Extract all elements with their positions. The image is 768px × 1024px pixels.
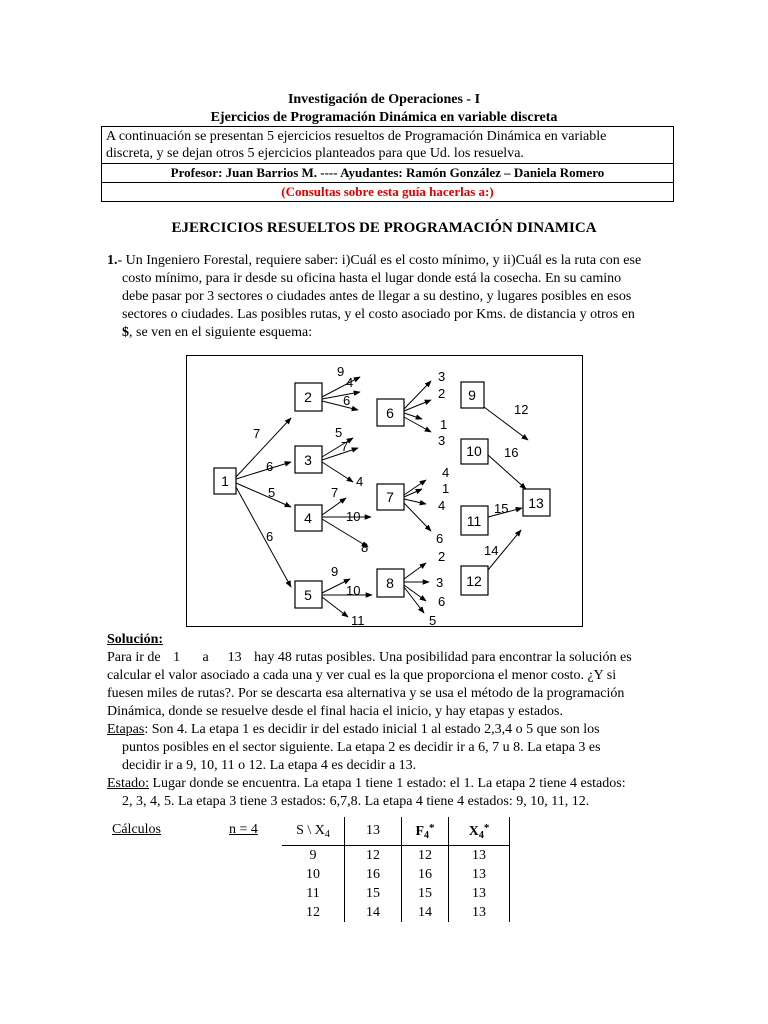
- node-label-2: 2: [304, 389, 312, 405]
- node-label-13: 13: [528, 495, 544, 511]
- cell: 16: [418, 866, 432, 882]
- node-label-1: 1: [221, 473, 229, 489]
- table-row: [282, 903, 510, 922]
- cell: 13: [449, 884, 510, 903]
- edge-label: 14: [484, 543, 499, 558]
- problem-1-line-2: costo mínimo, para ir desde su oficina hasta el lugar donde está la cosecha. En su camino: [122, 271, 622, 286]
- edge-label: 8: [361, 540, 369, 555]
- cell: 9: [282, 846, 345, 866]
- text-segment: Para ir de: [107, 650, 161, 665]
- solution-line-4: Dinámica, donde se resuelve desde el final hacia el inicio, y hay etapas y estados.: [107, 704, 563, 719]
- problem-number: 1.: [107, 253, 118, 268]
- solution-line-2: calcular el valor asociado a cada una y ver cual es la que proporciona el menor costo. ¿Y si: [107, 668, 617, 683]
- node-label-3: 3: [304, 452, 312, 468]
- edge-label: 6: [343, 393, 351, 408]
- edge-label: 12: [514, 402, 529, 417]
- destination-node: 13: [227, 650, 242, 665]
- edge-label: 10: [346, 583, 361, 598]
- header-13: 13: [345, 817, 402, 846]
- edge-label: 9: [331, 564, 339, 579]
- edge-label: 5: [429, 613, 437, 627]
- edge-label: 16: [504, 445, 519, 460]
- text-segment: hay 48 rutas posibles. Una posibilidad para encontrar la solución es: [254, 650, 632, 665]
- document-title: Investigación de Operaciones - I: [287, 92, 481, 107]
- table-row: [282, 846, 510, 866]
- currency-symbol: $: [122, 325, 129, 340]
- problem-1-line-1: [107, 252, 694, 270]
- edge-label: 6: [436, 531, 444, 546]
- intro-line-1: A continuación se presentan 5 ejercicios resueltos de Programación Dinámica en variable: [106, 129, 607, 144]
- edge-label: 4: [346, 375, 354, 390]
- cell: 13: [449, 846, 510, 866]
- edge-label: 7: [341, 439, 349, 454]
- edge-label: 5: [335, 425, 343, 440]
- estado-line-2: 2, 3, 4, 5. La etapa 3 tiene 3 estados: 6,7,8. La etapa 4 tiene 4 estados: 9, 10, 11, 12.: [122, 794, 590, 809]
- edge-label: 10: [346, 509, 361, 524]
- problem-1-line-3: debe pasar por 3 sectores o ciudades antes de llegar a su destino, y lugares posibles en esos: [122, 289, 632, 304]
- edge-label: 11: [351, 613, 365, 627]
- node-label-10: 10: [466, 443, 482, 459]
- etapas-line-2: puntos posibles en el sector siguiente. La etapa 2 es decidir ir a 6, 7 u 8. La etapa 3 es: [122, 740, 601, 755]
- node-label-12: 12: [466, 573, 482, 589]
- calculos-label: Cálculos: [112, 822, 161, 837]
- edge-label: 4: [438, 498, 446, 513]
- header-f4: $F_4^*$: [402, 817, 449, 846]
- estado-line-1: [107, 775, 697, 793]
- cell: 11: [282, 884, 345, 903]
- cell: 12: [345, 846, 402, 866]
- origin-node: 1: [173, 650, 181, 665]
- node-label-6: 6: [386, 405, 394, 421]
- solution-line-3: fuesen miles de rutas?. Por se descarta esa alternativa y se usa el método de la programación: [107, 686, 625, 701]
- edge-label: 6: [438, 594, 446, 609]
- edge-label: 9: [337, 364, 345, 379]
- edge-label: 7: [331, 485, 339, 500]
- edge-label: 6: [266, 529, 274, 544]
- intro-line-2: discreta, y se dejan otros 5 ejercicios planteados para que Ud. los resuelva.: [106, 146, 524, 161]
- edge-label: 15: [494, 501, 509, 516]
- header-state: S \ $X_4$: [282, 817, 345, 846]
- problem-text-end: , se ven en el siguiente esquema:: [129, 325, 313, 340]
- network-diagram: [186, 355, 583, 627]
- problem-text: - Un Ingeniero Forestal, requiere saber: i)Cuál es el costo mínimo, y ii)Cuál es la ruta con ese: [117, 253, 642, 268]
- cell: 13: [449, 865, 510, 884]
- cell: 12: [282, 903, 345, 922]
- estado-text: Lugar donde se encuentra. La etapa 1 tiene 1 estado: el 1. La etapa 2 tiene 4 estados:: [149, 776, 626, 791]
- edge-label: 3: [438, 433, 446, 448]
- stage-n-label: n = 4: [229, 822, 258, 837]
- edge-label: 5: [268, 485, 276, 500]
- text-segment: a: [202, 650, 209, 665]
- node-label-4: 4: [304, 510, 312, 526]
- edge-label: 7: [253, 426, 261, 441]
- cell: 10: [282, 865, 345, 884]
- professor-line: Profesor: Juan Barrios M. ---- Ayudantes: Ramón González – Daniela Romero: [102, 164, 673, 183]
- node-label-11: 11: [466, 513, 482, 529]
- edge-label: 4: [442, 465, 450, 480]
- section-heading: EJERCICIOS RESUELTOS DE PROGRAMACIÓN DINAMICA: [171, 220, 597, 236]
- etapas-label: Etapas: [107, 722, 145, 737]
- cell: 14: [418, 904, 432, 920]
- edge-label: 2: [438, 549, 446, 564]
- table-header-row: [282, 817, 510, 846]
- node-label-7: 7: [386, 489, 394, 505]
- edge-label: 1: [442, 481, 450, 496]
- solution-line-1: [107, 649, 697, 667]
- cell: 15: [418, 885, 432, 901]
- edge-label: 4: [356, 474, 364, 489]
- etapas-text: : Son 4. La etapa 1 es decidir ir del estado inicial 1 al estado 2,3,4 o 5 que son los: [144, 722, 600, 737]
- document-subtitle: Ejercicios de Programación Dinámica en variable discreta: [210, 110, 558, 125]
- cell: 16: [345, 865, 402, 884]
- edge-label: 1: [440, 417, 448, 432]
- cell: 14: [345, 903, 402, 922]
- cell: 13: [449, 903, 510, 922]
- problem-1-line-4: sectores o ciudades. Las posibles rutas, y el costo asociado por Kms. de distancia y otros en: [122, 307, 635, 322]
- table-row: [282, 884, 510, 903]
- intro-text: [102, 127, 673, 164]
- stage-4-table: [282, 817, 510, 922]
- node-label-8: 8: [386, 575, 394, 591]
- etapas-line-1: [107, 721, 697, 739]
- header-x4: $X_4^*$: [449, 817, 510, 846]
- cell: 15: [345, 884, 402, 903]
- node-label-9: 9: [468, 387, 476, 403]
- info-box: [101, 126, 674, 202]
- problem-1-line-5: [122, 324, 694, 342]
- edge-label: 2: [438, 386, 446, 401]
- edge-label: 3: [436, 575, 444, 590]
- table-row: [282, 865, 510, 884]
- edge-label: 3: [438, 369, 446, 384]
- estado-label: Estado:: [107, 776, 149, 791]
- etapas-line-3: decidir ir a 9, 10, 11 o 12. La etapa 4 es decidir a 13.: [122, 758, 417, 773]
- cell: 12: [418, 847, 432, 863]
- node-label-5: 5: [304, 587, 312, 603]
- solution-heading: Solución:: [107, 632, 164, 647]
- edge-label: 6: [266, 459, 274, 474]
- consultas-line: (Consultas sobre esta guía hacerlas a:): [281, 184, 494, 199]
